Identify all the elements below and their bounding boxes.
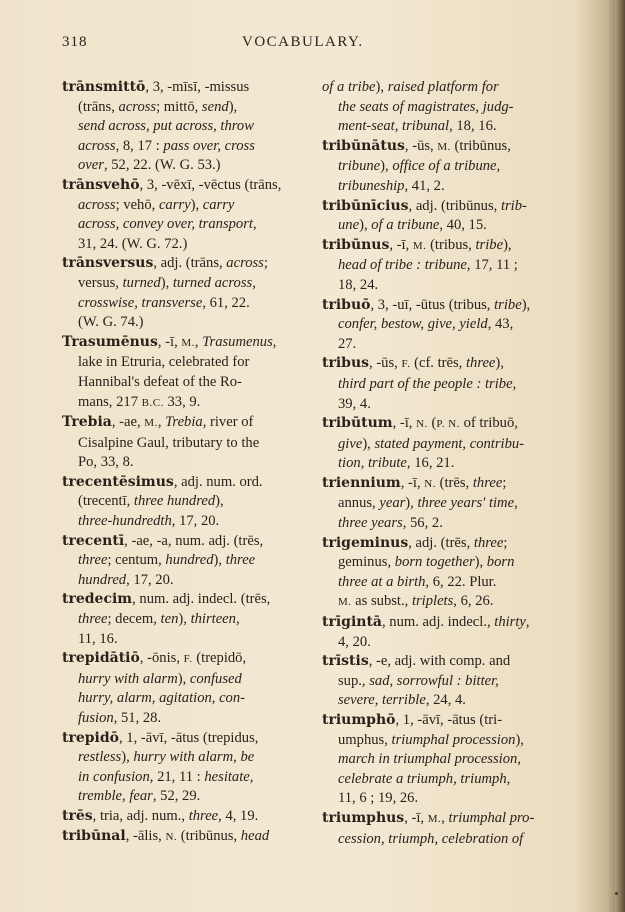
- entry-line: severe, terrible, 24, 4.: [338, 692, 466, 709]
- entry-headline: trānsversus, adj. (trāns, across;: [62, 255, 268, 272]
- entry-line: tremble, fear, 52, 29.: [78, 788, 201, 805]
- entry-headline: trepidātiō, -ōnis, F. (trepidō,: [62, 650, 247, 667]
- entry-line: 11, 6 ; 19, 26.: [338, 790, 419, 807]
- entry-line: annus, year), three years' time,: [338, 495, 518, 512]
- book-spine-shadow: [615, 0, 625, 912]
- entry-headline: tribuō, 3, -uī, -ūtus (tribus, tribe),: [322, 296, 531, 313]
- vocab-entry: [62, 729, 307, 807]
- entry-headline: tribūnal, -ālis, N. (tribūnus, head: [62, 827, 270, 844]
- entry-headline: trīstis, -e, adj. with comp. and: [322, 653, 511, 670]
- vocab-entry: [322, 197, 562, 236]
- entry-headline: Trasumēnus, -ī, M., Trasumenus,: [62, 333, 277, 350]
- vocab-entry: [62, 827, 307, 848]
- entry-line: mans, 217 B.C. 33, 9.: [78, 393, 201, 410]
- entry-line: three-hundredth, 17, 20.: [78, 513, 220, 530]
- entry-line: send across, put across, throw: [78, 118, 254, 135]
- speck: [615, 892, 618, 895]
- vocab-entry: [322, 809, 562, 849]
- vocab-entry: [62, 78, 307, 176]
- entry-line: across, 8, 17 : pass over, cross: [78, 137, 255, 154]
- entry-line: confer, bestow, give, yield, 43,: [338, 316, 514, 333]
- entry-line: tribuneship, 41, 2.: [338, 177, 445, 194]
- entry-line: 27.: [338, 335, 357, 352]
- entry-line: three; centum, hundred), three: [78, 552, 256, 569]
- vocab-entry: [62, 254, 307, 332]
- entry-line: umphus, triumphal procession),: [338, 731, 524, 748]
- entry-line: cession, triumph, celebration of: [338, 830, 524, 847]
- entry-line: (trāns, across; mittō, send),: [78, 98, 238, 115]
- vocab-entry: [322, 137, 562, 197]
- vocab-entry: [322, 354, 562, 414]
- vocab-entry: [322, 652, 562, 711]
- entry-line: the seats of magistrates, judg-: [338, 98, 514, 115]
- entry-line: in confusion, 21, 11 : hesitate,: [78, 768, 254, 785]
- entry-line: across, convey over, transport,: [78, 216, 257, 233]
- entry-headline: trigeminus, adj. (trēs, three;: [322, 534, 508, 551]
- entry-line: hurry with alarm), confused: [78, 670, 242, 687]
- entry-headline: tribūnīcius, adj. (tribūnus, trib-: [322, 197, 527, 214]
- vocab-entry: [62, 649, 307, 728]
- vocab-entry: [62, 333, 307, 413]
- entry-headline: triennium, -ī, N. (trēs, three;: [322, 474, 507, 491]
- page-number: 318: [62, 34, 88, 50]
- entry-line: restless), hurry with alarm, be: [78, 749, 255, 766]
- entry-line: Cisalpine Gaul, tributary to the: [78, 434, 260, 451]
- entry-line: (W. G. 74.): [78, 314, 144, 331]
- entry-headline: tribūtum, -ī, N. (P. N. of tribuō,: [322, 415, 518, 432]
- entry-line: over, 52, 22. (W. G. 53.): [78, 157, 221, 174]
- vocab-entry: [62, 176, 307, 254]
- vocab-entry: [62, 532, 307, 591]
- entry-line: three at a birth, 6, 22. Plur.: [338, 573, 497, 590]
- entry-line: lake in Etruria, celebrated for: [78, 354, 250, 371]
- entry-headline: triumphus, -ī, M., triumphal pro-: [322, 809, 535, 826]
- entry-line: 18, 24.: [338, 276, 379, 293]
- entry-headline: tribus, -ūs, F. (cf. trēs, three),: [322, 355, 504, 372]
- entry-headline: trānsmittō, 3, -mīsī, -missus: [62, 79, 250, 95]
- vocab-entry: [62, 807, 307, 827]
- right-column: [322, 78, 562, 849]
- entry-line: three years, 56, 2.: [338, 515, 443, 532]
- entry-line: crosswise, transverse, 61, 22.: [78, 294, 250, 311]
- entry-headline: trepidō, 1, -āvī, -ātus (trepidus,: [62, 729, 259, 746]
- entry-line: sup., sad, sorrowful : bitter,: [338, 672, 499, 689]
- entry-headline: tribūnus, -ī, M. (tribus, tribe),: [322, 236, 512, 253]
- entry-line: versus, turned), turned across,: [78, 274, 256, 291]
- entry-line: three; decem, ten), thirteen,: [78, 611, 240, 628]
- vocab-entry: [322, 236, 562, 296]
- entry-line: tribune), office of a tribune,: [338, 158, 501, 175]
- entry-headline: trecentēsimus, adj. num. ord.: [62, 473, 263, 490]
- vocab-entry: [322, 78, 562, 137]
- entry-headline: triumphō, 1, -āvī, -ātus (tri-: [322, 712, 503, 728]
- vocab-entry: [62, 413, 307, 473]
- entry-line: fusion, 51, 28.: [78, 710, 162, 726]
- entry-line: third part of the people : tribe,: [338, 375, 517, 392]
- entry-line: 4, 20.: [338, 633, 371, 650]
- entry-headline: trecentī, -ae, -a, num. adj. (trēs,: [62, 532, 264, 549]
- vocab-entry: [322, 711, 562, 809]
- entry-line: (trecentī, three hundred),: [78, 493, 224, 510]
- entry-headline: trīgintā, num. adj. indecl., thirty,: [322, 614, 530, 631]
- vocab-entry: [322, 474, 562, 534]
- entry-line: 11, 16.: [78, 630, 118, 647]
- vocab-entry: [322, 414, 562, 474]
- entry-line: 39, 4.: [338, 395, 371, 412]
- entry-line: give), stated payment, contribu-: [338, 435, 525, 452]
- entry-line: M. as subst., triplets, 6, 26.: [338, 593, 494, 610]
- entry-line: ment-seat, tribunal, 18, 16.: [338, 118, 497, 135]
- entry-line: hundred, 17, 20.: [78, 571, 174, 588]
- vocab-entry: [62, 590, 307, 649]
- page-title: VOCABULARY.: [242, 34, 364, 50]
- entry-headline: trēs, tria, adj. num., three, 4, 19.: [62, 807, 259, 824]
- entry-headline: Trebia, -ae, M., Trebia, river of: [62, 414, 254, 431]
- entry-line: Po, 33, 8.: [78, 454, 134, 471]
- entry-line: une), of a tribune, 40, 15.: [338, 217, 487, 234]
- left-column: [62, 78, 307, 847]
- entry-headline: of a tribe), raised platform for: [322, 79, 499, 95]
- vocab-entry: [322, 296, 562, 355]
- entry-headline: tredecim, num. adj. indecl. (trēs,: [62, 591, 271, 608]
- entry-headline: tribūnātus, -ūs, M. (tribūnus,: [322, 137, 511, 154]
- entry-line: across; vehō, carry), carry: [78, 196, 235, 213]
- entry-line: hurry, alarm, agitation, con-: [78, 690, 246, 707]
- entry-line: march in triumphal procession,: [338, 751, 521, 768]
- page-header: [62, 34, 522, 56]
- entry-line: tion, tribute, 16, 21.: [338, 455, 455, 472]
- entry-line: 31, 24. (W. G. 72.): [78, 235, 188, 252]
- entry-line: celebrate a triumph, triumph,: [338, 770, 511, 787]
- vocab-entry: [322, 613, 562, 652]
- entry-line: head of tribe : tribune, 17, 11 ;: [338, 257, 518, 274]
- vocab-entry: [322, 534, 562, 613]
- entry-headline: trānsvehō, 3, -vēxī, -vēctus (trāns,: [62, 176, 282, 193]
- vocab-entry: [62, 473, 307, 532]
- entry-line: Hannibal's defeat of the Ro-: [78, 373, 242, 390]
- entry-line: geminus, born together), born: [338, 554, 515, 571]
